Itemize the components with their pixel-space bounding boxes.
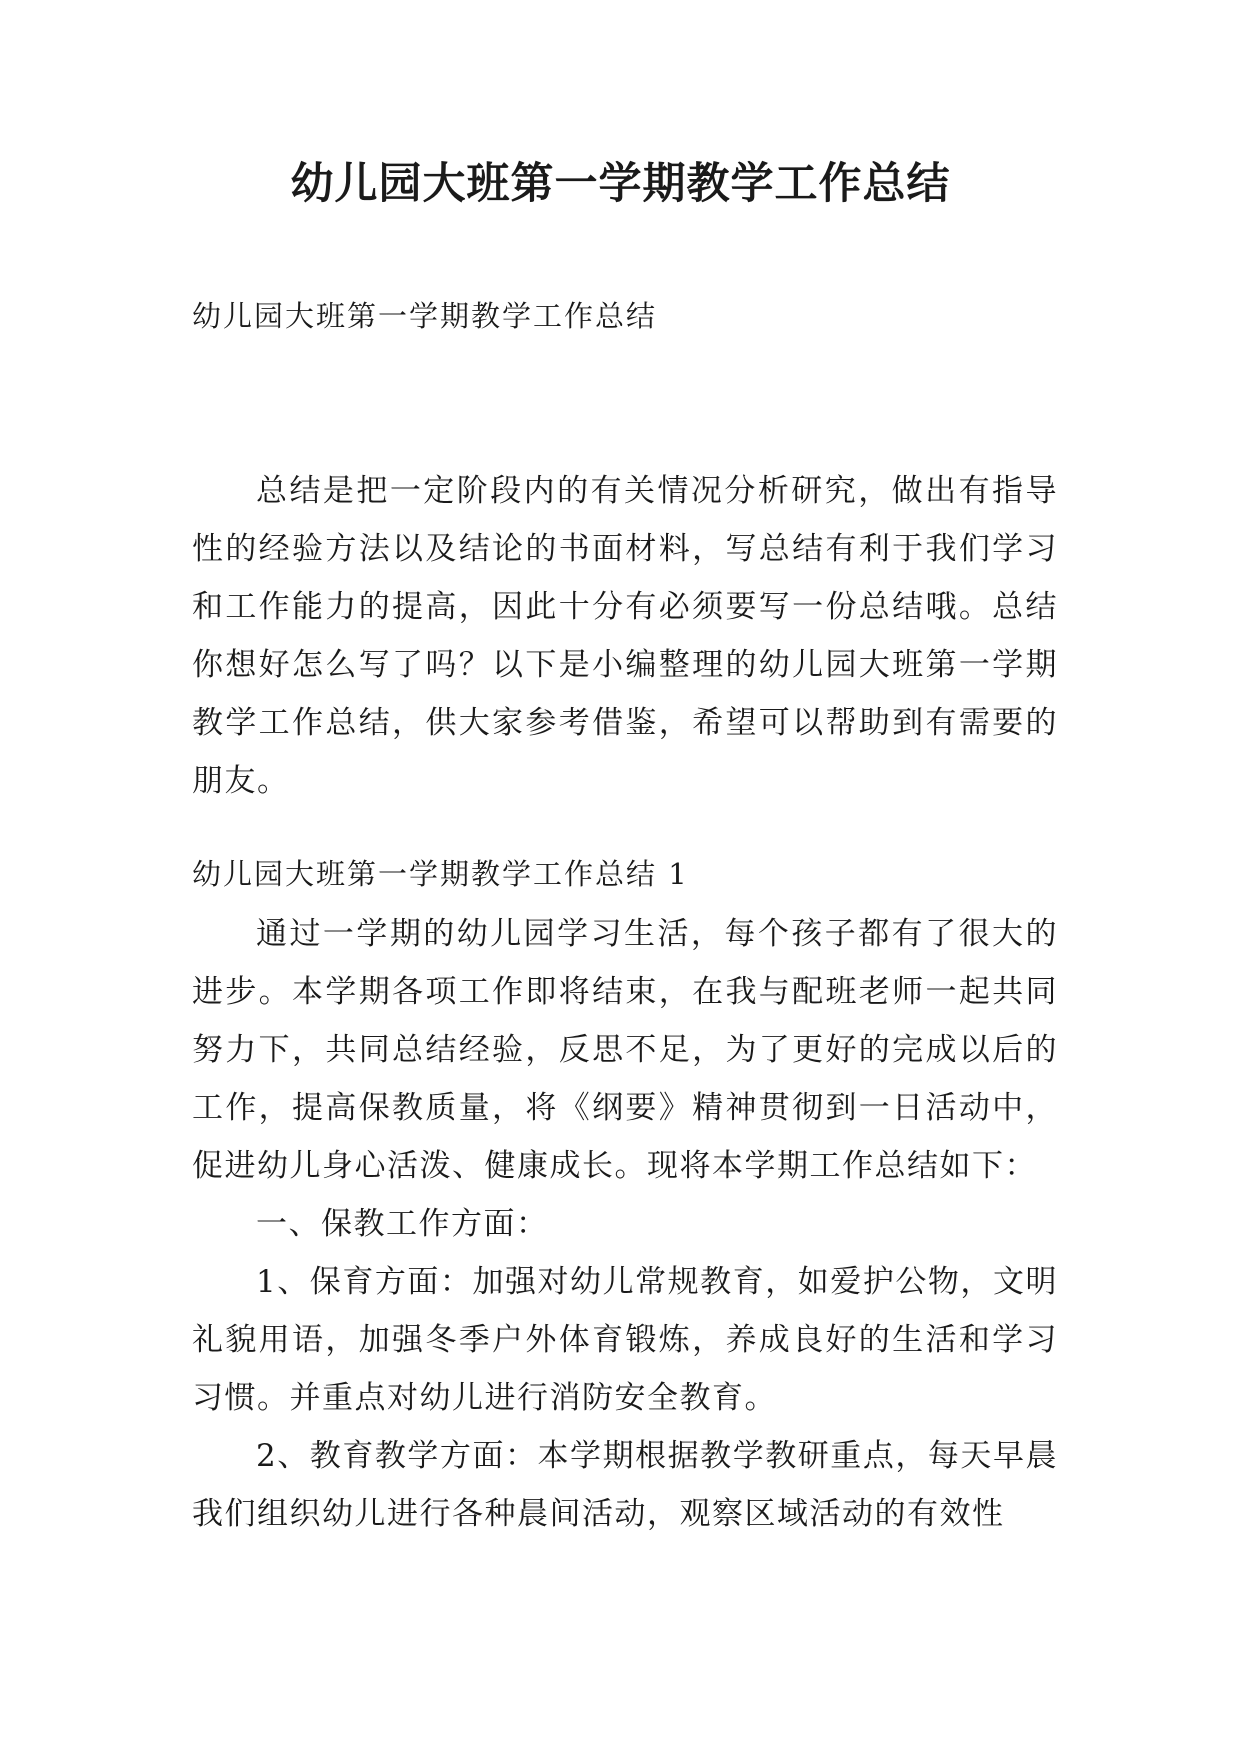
section-paragraph: 2、教育教学方面：本学期根据教学教研重点，每天早晨我们组织幼儿进行各种晨间活动，观察区域活动的有效性	[192, 1438, 1058, 1532]
document-title: 幼儿园大班第一学期教学工作总结	[290, 159, 951, 209]
section-paragraph: 通过一学期的幼儿园学习生活，每个孩子都有了很大的进步。本学期各项工作即将结束，在我与配班老师一起共同努力下，共同总结经验，反思不足，为了更好的完成以后的工作，提高保教质量，将《纲要》精神贯彻到一日活动中，促进幼儿身心活泼、健康成长。现将本学期工作总结如下：	[192, 916, 1058, 1184]
intro-paragraph: 总结是把一定阶段内的有关情况分析研究，做出有指导性的经验方法以及结论的书面材料，写总结有利于我们学习和工作能力的提高，因此十分有必须要写一份总结哦。总结你想好怎么写了吗？以下是小编整理的幼儿园大班第一学期教学工作总结，供大家参考借鉴，希望可以帮助到有需要的朋友。	[192, 473, 1058, 799]
document-subtitle: 幼儿园大班第一学期教学工作总结	[192, 299, 658, 333]
section-paragraph: 一、保教工作方面：	[256, 1206, 549, 1242]
section-heading: 幼儿园大班第一学期教学工作总结 1	[192, 857, 689, 891]
section-paragraph: 1、保育方面：加强对幼儿常规教育，如爱护公物，文明礼貌用语，加强冬季户外体育锻炼，养成良好的生活和学习习惯。并重点对幼儿进行消防安全教育。	[192, 1264, 1058, 1416]
section-body	[192, 905, 1058, 1543]
